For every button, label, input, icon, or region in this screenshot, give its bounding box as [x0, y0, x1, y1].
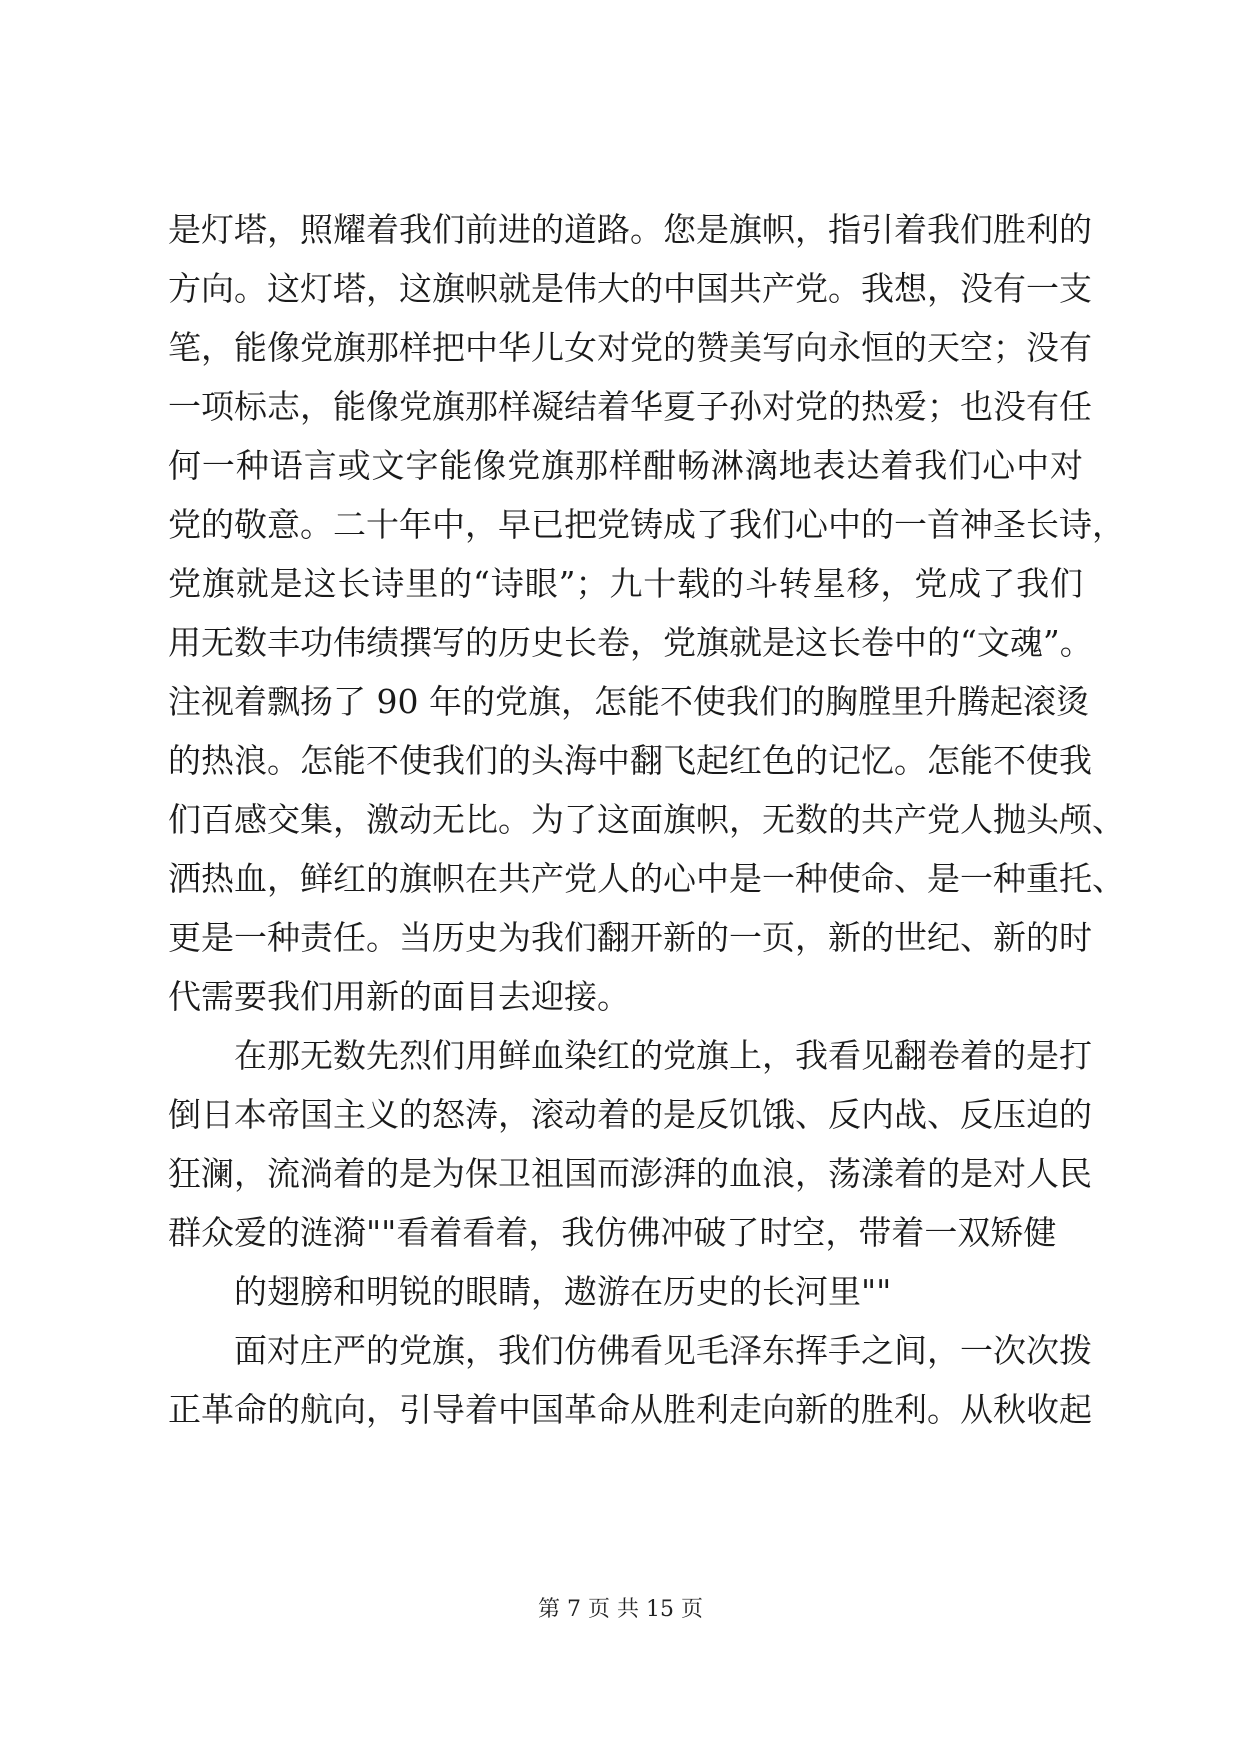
- text-line: 正革命的航向，引导着中国革命从胜利走向新的胜利。从秋收起: [168, 1390, 1092, 1429]
- page-number-footer: 第 7 页 共 15 页: [538, 1597, 703, 1622]
- paragraph-first-line: 面对庄严的党旗，我们仿佛看见毛泽东挥手之间，一次次拨: [234, 1331, 1092, 1370]
- text-line: 党旗就是这长诗里的“诗眼”；九十载的斗转星移，党成了我们: [168, 564, 1083, 603]
- text-line: 群众爱的涟漪""看着看着，我仿佛冲破了时空，带着一双矫健: [168, 1213, 1057, 1252]
- text-line: 的翅膀和明锐的眼睛，遨游在历史的长河里"": [234, 1272, 892, 1311]
- text-line: 笔，能像党旗那样把中华儿女对党的赞美写向永恒的天空；没有: [168, 328, 1092, 367]
- text-line: 注视着飘扬了 90 年的党旗，怎能不使我们的胸膛里升腾起滚烫: [168, 682, 1089, 721]
- text-line: 代需要我们用新的面目去迎接。: [168, 977, 630, 1016]
- text-line: 何一种语言或文字能像党旗那样酣畅淋漓地表达着我们心中对: [168, 446, 1083, 485]
- text-line: 用无数丰功伟绩撰写的历史长卷，党旗就是这长卷中的“文魂”。: [168, 623, 1093, 662]
- text-line: 倒日本帝国主义的怒涛，滚动着的是反饥饿、反内战、反压迫的: [168, 1095, 1092, 1134]
- text-line: 党的敬意。二十年中，早已把党铸成了我们心中的一首神圣长诗，: [168, 505, 1125, 544]
- text-line: 们百感交集，激动无比。为了这面旗帜，无数的共产党人抛头颅、: [168, 800, 1125, 839]
- text-line: 是灯塔，照耀着我们前进的道路。您是旗帜，指引着我们胜利的: [168, 210, 1092, 249]
- text-line: 方向。这灯塔，这旗帜就是伟大的中国共产党。我想，没有一支: [168, 269, 1092, 308]
- text-line: 洒热血，鲜红的旗帜在共产党人的心中是一种使命、是一种重托、: [168, 859, 1125, 898]
- text-line: 狂澜，流淌着的是为保卫祖国而澎湃的血浪，荡漾着的是对人民: [168, 1154, 1092, 1193]
- paragraph-first-line: 在那无数先烈们用鲜血染红的党旗上，我看见翻卷着的是打: [234, 1036, 1092, 1075]
- text-line: 一项标志，能像党旗那样凝结着华夏子孙对党的热爱；也没有任: [168, 387, 1092, 426]
- text-line: 更是一种责任。当历史为我们翻开新的一页，新的世纪、新的时: [168, 918, 1092, 957]
- text-line: 的热浪。怎能不使我们的头海中翻飞起红色的记忆。怎能不使我: [168, 741, 1092, 780]
